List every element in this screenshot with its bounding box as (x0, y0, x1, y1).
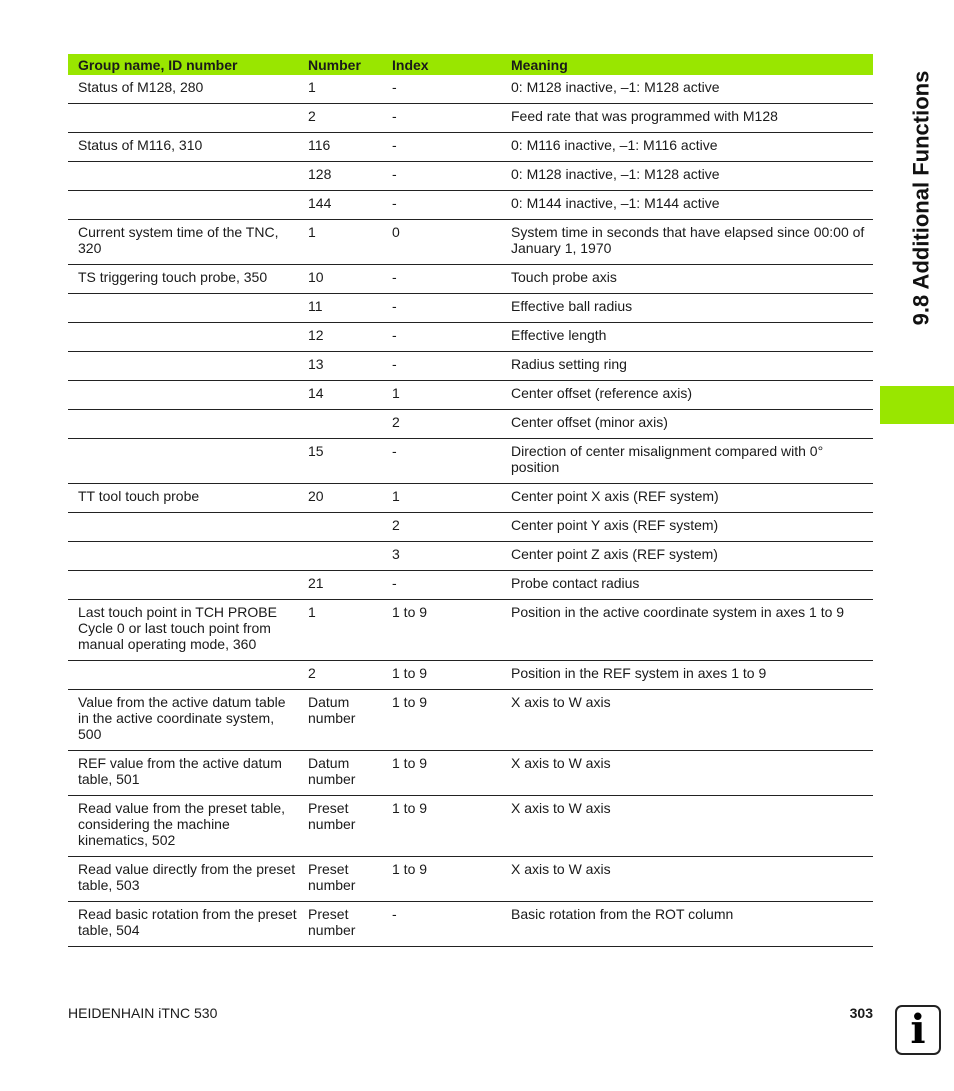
table-row (68, 352, 873, 381)
info-icon (895, 1005, 941, 1055)
cell-group-name (68, 443, 308, 475)
cell-number: 20 (308, 488, 324, 504)
table-row (68, 381, 873, 410)
cell-index: 1 to 9 (392, 755, 428, 771)
parameter-table (68, 54, 873, 947)
table-row (68, 265, 873, 294)
cell-number: Preset number (308, 861, 356, 893)
cell-meaning: Center point Y axis (REF system) (511, 517, 719, 533)
cell-index: - (392, 906, 397, 922)
cell-group-name (68, 327, 308, 343)
cell-number: 14 (308, 385, 324, 401)
section-side-title (896, 40, 946, 355)
cell-index: - (392, 443, 397, 459)
cell-group-name (68, 546, 308, 562)
cell-number: 13 (308, 356, 324, 372)
cell-meaning: Center offset (reference axis) (511, 385, 693, 401)
cell-group-name (68, 166, 308, 182)
cell-number: 2 (308, 665, 316, 681)
cell-number: 128 (308, 166, 332, 182)
cell-group-name: Read value directly from the preset table, 503 (78, 861, 296, 893)
cell-meaning: Basic rotation from the ROT column (511, 906, 734, 922)
cell-meaning: X axis to W axis (511, 800, 611, 816)
table-row (68, 857, 873, 902)
cell-meaning: X axis to W axis (511, 694, 611, 710)
section-title-text: 9.8 Additional Functions (908, 70, 934, 325)
cell-index: - (392, 298, 397, 314)
cell-group-name (68, 108, 308, 124)
cell-index: 1 (392, 488, 400, 504)
table-row (68, 600, 873, 661)
table-row (68, 661, 873, 690)
info-glyph: i (910, 1006, 926, 1053)
cell-number: Datum number (308, 694, 356, 726)
footer-product-name: HEIDENHAIN iTNC 530 (68, 1005, 218, 1021)
cell-meaning: X axis to W axis (511, 861, 611, 877)
cell-index: - (392, 108, 397, 124)
table-row (68, 75, 873, 104)
cell-number: 144 (308, 195, 332, 211)
table-row (68, 323, 873, 352)
cell-group-name (68, 665, 308, 681)
table-row (68, 104, 873, 133)
cell-number: 1 (308, 604, 316, 620)
table-row (68, 439, 873, 484)
page-number: 303 (849, 1005, 873, 1021)
header-index: Index (392, 57, 429, 73)
cell-index: 2 (392, 517, 400, 533)
cell-number: 116 (308, 137, 331, 153)
cell-number (308, 546, 392, 562)
cell-index: - (392, 575, 397, 591)
table-row (68, 410, 873, 439)
cell-index: 1 to 9 (392, 800, 428, 816)
cell-index: 0 (392, 224, 400, 240)
table-row (68, 571, 873, 600)
cell-index: - (392, 195, 397, 211)
table-row (68, 902, 873, 947)
cell-index: - (392, 356, 397, 372)
cell-group-name: Read value from the preset table, considering the machine kinematics, 502 (78, 800, 286, 848)
cell-number: 1 (308, 224, 316, 240)
cell-index: - (392, 137, 397, 153)
cell-meaning: Touch probe axis (511, 269, 617, 285)
cell-group-name: Status of M116, 310 (78, 137, 203, 153)
cell-group-name: Current system time of the TNC, 320 (78, 224, 279, 256)
table-row (68, 796, 873, 857)
cell-meaning: 0: M128 inactive, –1: M128 active (511, 79, 720, 95)
cell-number (308, 414, 392, 430)
cell-meaning: Direction of center misalignment compared with 0° position (511, 443, 824, 475)
cell-number: 1 (308, 79, 316, 95)
cell-index: 1 (392, 385, 400, 401)
cell-group-name (68, 356, 308, 372)
cell-group-name: Value from the active datum table in the active coordinate system, 500 (78, 694, 286, 742)
table-row (68, 191, 873, 220)
cell-meaning: Center offset (minor axis) (511, 414, 668, 430)
cell-number: 11 (308, 298, 323, 314)
cell-meaning: Radius setting ring (511, 356, 627, 372)
cell-index: 1 to 9 (392, 604, 428, 620)
table-row (68, 220, 873, 265)
cell-group-name (68, 575, 308, 591)
cell-group-name: TS triggering touch probe, 350 (78, 269, 268, 285)
cell-meaning: Effective length (511, 327, 607, 343)
cell-number (308, 517, 392, 533)
cell-meaning: X axis to W axis (511, 755, 611, 771)
table-row (68, 690, 873, 751)
header-meaning: Meaning (511, 57, 568, 73)
header-group-name: Group name, ID number (78, 57, 238, 73)
cell-group-name: Status of M128, 280 (78, 79, 204, 95)
cell-index: - (392, 166, 397, 182)
cell-index: 2 (392, 414, 400, 430)
cell-number: Preset number (308, 800, 356, 832)
cell-index: - (392, 79, 397, 95)
cell-number: Datum number (308, 755, 356, 787)
cell-group-name: Last touch point in TCH PROBE Cycle 0 or last touch point from manual operating mode, 360 (78, 604, 277, 652)
cell-group-name (68, 298, 308, 314)
cell-group-name: REF value from the active datum table, 501 (78, 755, 282, 787)
cell-meaning: Feed rate that was programmed with M128 (511, 108, 778, 124)
cell-index: 1 to 9 (392, 861, 428, 877)
cell-group-name (68, 517, 308, 533)
cell-index: 1 to 9 (392, 694, 428, 710)
table-row (68, 162, 873, 191)
cell-meaning: 0: M116 inactive, –1: M116 active (511, 137, 718, 153)
cell-group-name (68, 385, 308, 401)
cell-number: 12 (308, 327, 324, 343)
cell-number: 21 (308, 575, 324, 591)
cell-group-name (68, 195, 308, 211)
cell-meaning: Effective ball radius (511, 298, 633, 314)
section-tab-marker (880, 386, 954, 424)
table-row (68, 513, 873, 542)
table-row (68, 751, 873, 796)
table-body (68, 75, 873, 947)
table-row (68, 294, 873, 323)
cell-number: 15 (308, 443, 324, 459)
header-number: Number (308, 57, 361, 73)
cell-group-name: Read basic rotation from the preset table, 504 (78, 906, 297, 938)
cell-number: 10 (308, 269, 324, 285)
table-header (68, 54, 873, 75)
cell-number: 2 (308, 108, 316, 124)
cell-meaning: Center point X axis (REF system) (511, 488, 719, 504)
cell-index: 3 (392, 546, 400, 562)
cell-number: Preset number (308, 906, 356, 938)
cell-group-name (68, 414, 308, 430)
cell-index: 1 to 9 (392, 665, 428, 681)
cell-group-name: TT tool touch probe (78, 488, 200, 504)
cell-meaning: System time in seconds that have elapsed since 00:00 of January 1, 1970 (511, 224, 865, 256)
table-row (68, 484, 873, 513)
cell-meaning: 0: M144 inactive, –1: M144 active (511, 195, 720, 211)
cell-index: - (392, 269, 397, 285)
cell-index: - (392, 327, 397, 343)
cell-meaning: Center point Z axis (REF system) (511, 546, 718, 562)
cell-meaning: Position in the REF system in axes 1 to 9 (511, 665, 767, 681)
table-row (68, 133, 873, 162)
cell-meaning: Probe contact radius (511, 575, 640, 591)
cell-meaning: Position in the active coordinate system in axes 1 to 9 (511, 604, 845, 620)
cell-meaning: 0: M128 inactive, –1: M128 active (511, 166, 720, 182)
table-row (68, 542, 873, 571)
